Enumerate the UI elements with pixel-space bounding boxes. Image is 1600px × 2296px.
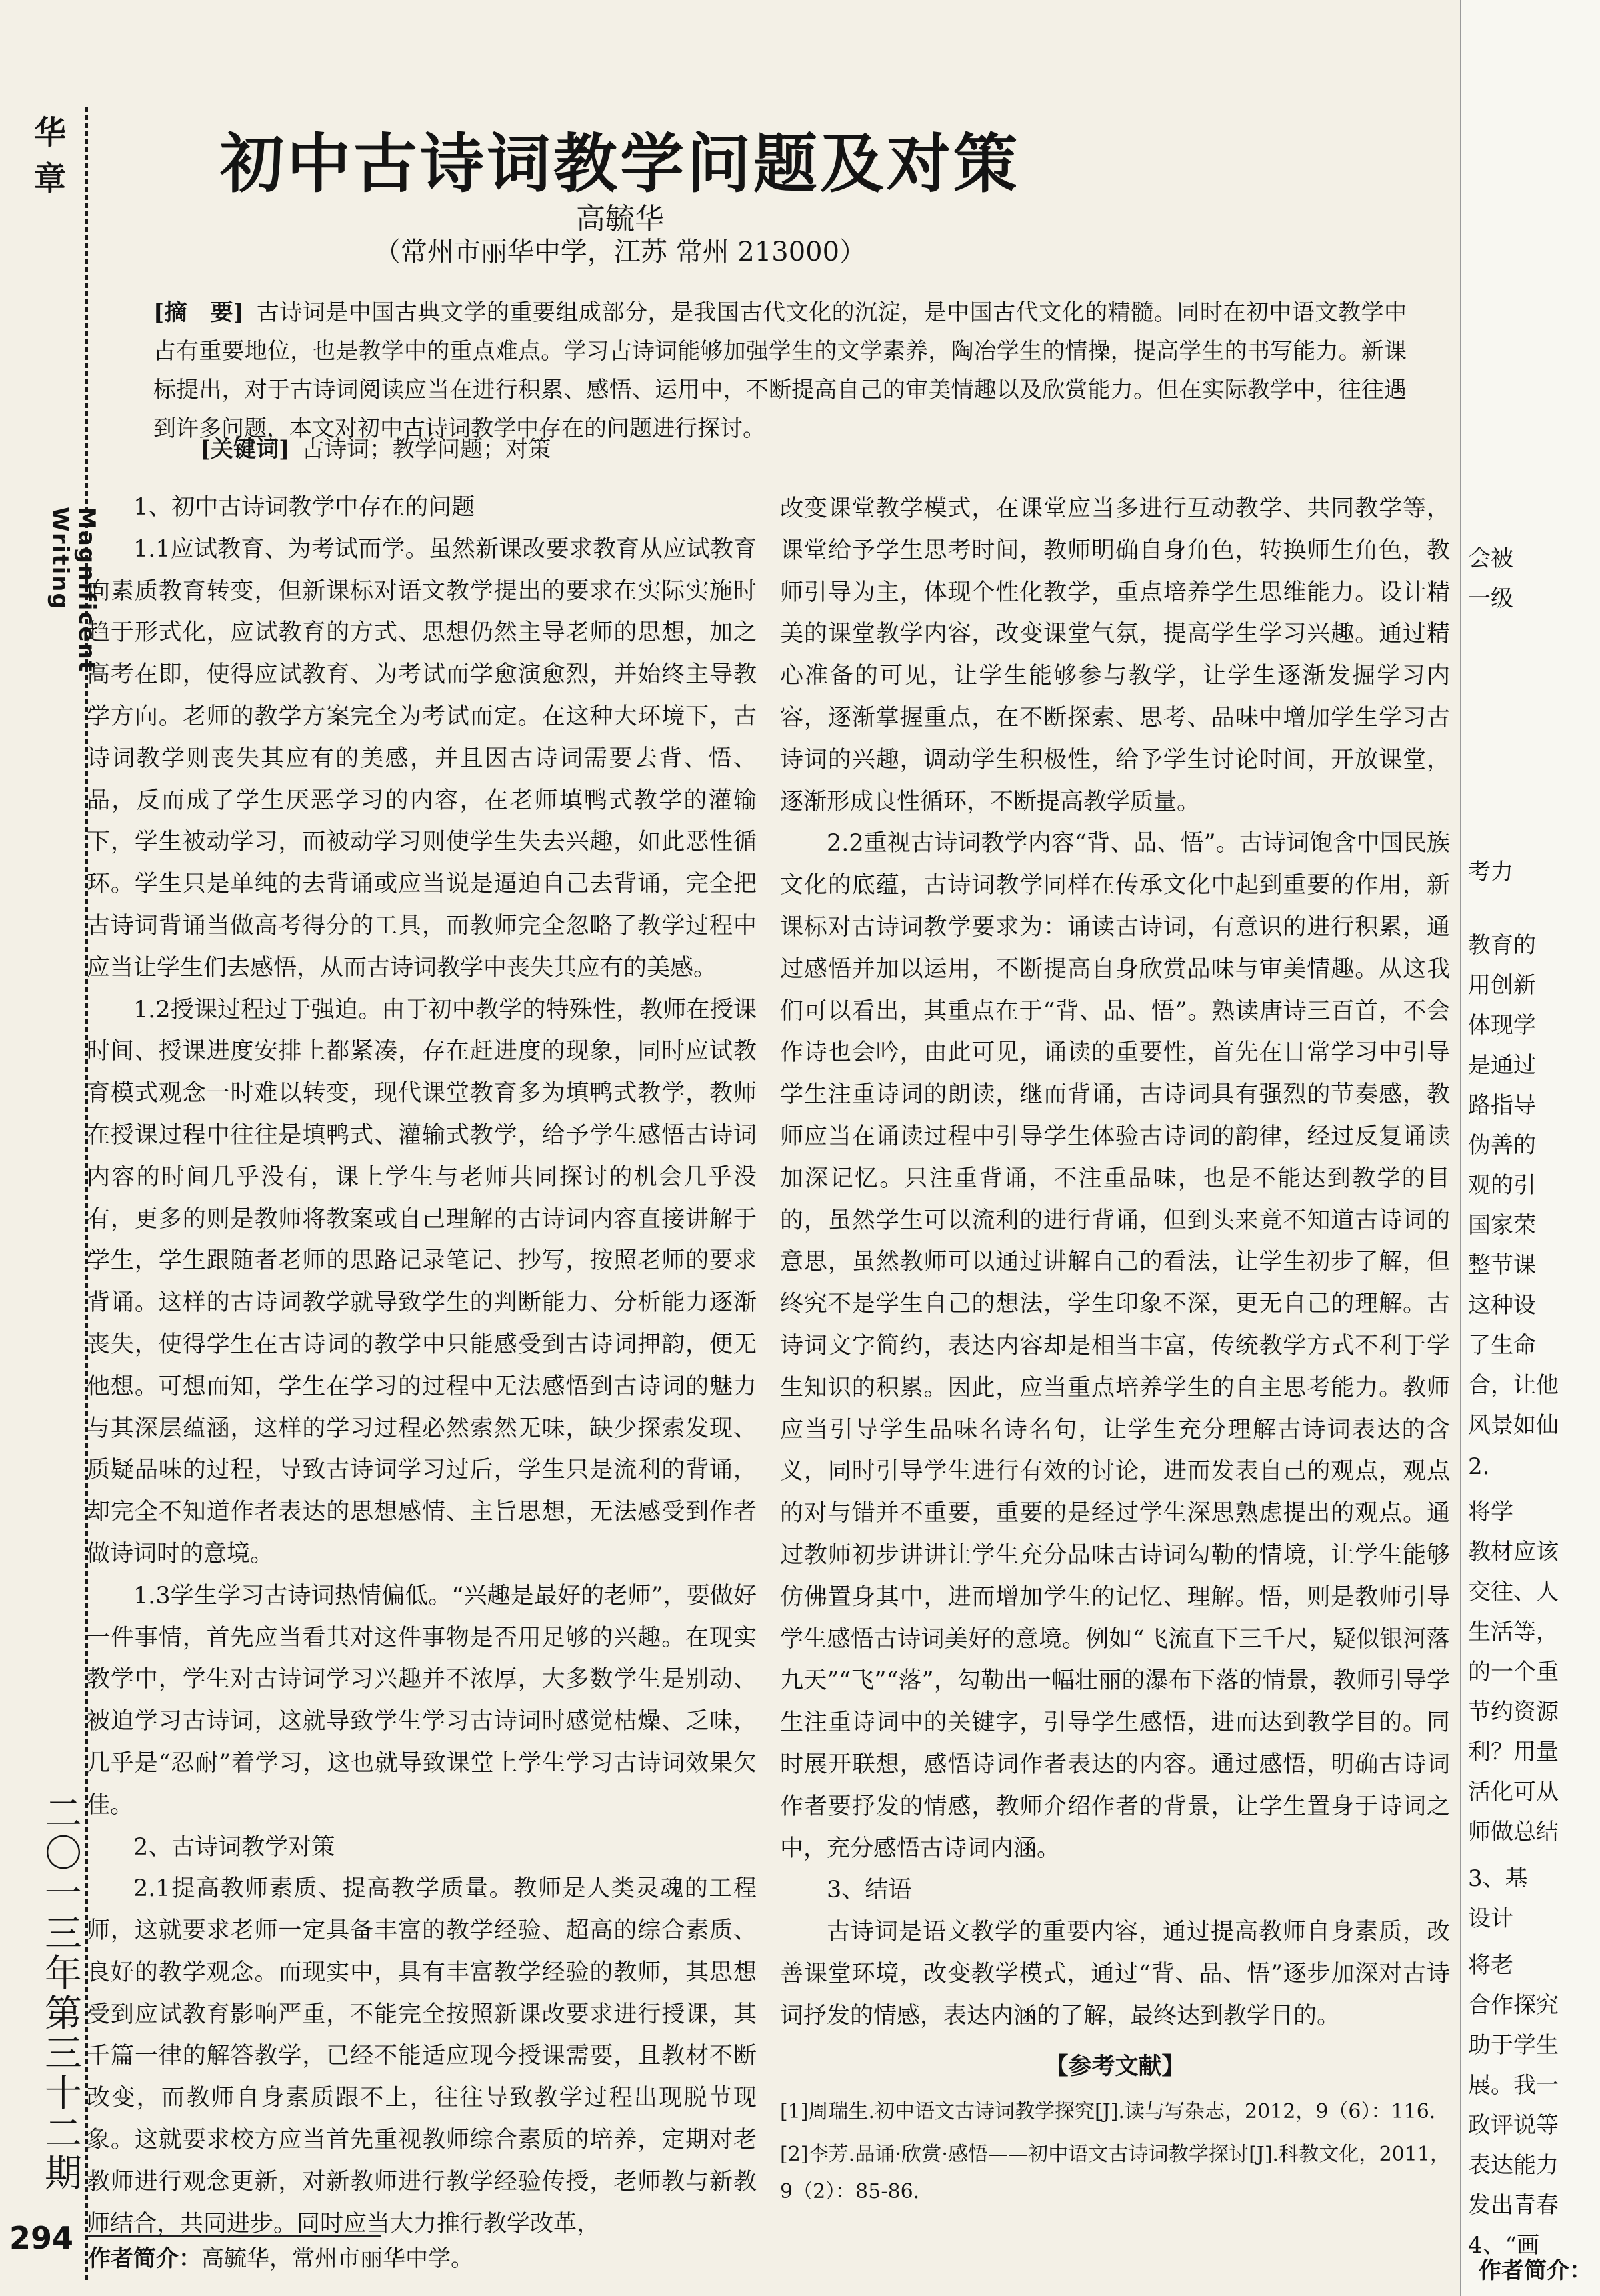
adjacent-page-line: 风景如仙 xyxy=(1468,1412,1559,1439)
adjacent-page-line: 节约资源 xyxy=(1468,1699,1559,1725)
adjacent-page-line: 2. xyxy=(1468,1453,1490,1480)
body-paragraph: 1.1应试教育、为考试而学。虽然新课改要求教育从应试教育向素质教育转变，但新课标对语文教学提出的要求在实际实施时趋于形式化，应试教育的方式、思想仍然主导老师的思想，加之高考在即，使得应试教育、为考试而学愈演愈烈，并始终主导教学方向。老师的教学方案完全为考试而定。在这种大环境下，古诗词教学则丧失其应有的美感，并且因古诗词需要去背、悟、品，反而成了学生厌恶学习的内容，在老师填鸭式教学的灌输下，学生被动学习，而被动学习则使学生失去兴趣，如此恶性循环。学生只是单纯的去背诵或应当说是逼迫自己去背诵，完全把古诗词背诵当做高考得分的工具，而教师完全忽略了教学过程中应当让学生们去感悟，从而古诗词教学中丧失其应有的美感。 xyxy=(87,535,757,981)
adjacent-page-fragment xyxy=(1460,0,1600,2296)
journal-brand: Magnificent Writing xyxy=(47,507,100,673)
adjacent-page-line: 路指导 xyxy=(1468,1092,1536,1119)
adjacent-page-line: 会被 xyxy=(1468,545,1513,572)
section-heading: 3、结语 xyxy=(827,1877,912,1904)
body-paragraph-continued: 改变课堂教学模式，在课堂应当多进行互动教学、共同教学等，课堂给予学生思考时间，教师明确自身角色，转换师生角色，教师引导为主，体现个性化教学，重点培养学生思维能力。设计精美的课堂教学内容，改变课堂气氛，提高学生学习兴趣。通过精心准备的可见，让学生能够参与教学，让学生逐渐发掘学习内容，逐渐掌握重点，在不断探索、思考、品味中增加学生学习古诗词的兴趣，调动学生积极性，给予学生讨论时间，开放课堂，逐渐形成良性循环，不断提高教学质量。 xyxy=(780,495,1450,815)
abstract-label: [摘 要] xyxy=(153,299,245,326)
adjacent-page-line: 师做总结 xyxy=(1468,1819,1559,1845)
author-affiliation: （常州市丽华中学，江苏 常州 213000） xyxy=(373,237,867,267)
body-paragraph: 1.2授课过程过于强迫。由于初中教学的特殊性，教师在授课时间、授课进度安排上都紧凑，存在赶进度的现象，同时应试教育模式观念一时难以转变，现代课堂教育多为填鸭式教学，教师在授课过程中往往是填鸭式、灌输式教学，给予学生感悟古诗词内容的时间几乎没有，课上学生与老师共同探讨的机会几乎没有，更多的则是教师将教案或自己理解的古诗词内容直接讲解于学生，学生跟随者老师的思路记录笔记、抄写，按照老师的要求背诵。这样的古诗词教学就导致学生的判断能力、分析能力逐渐丧失，使得学生在古诗词的教学中只能感受到古诗词押韵，便无他想。可想而知，学生在学习的过程中无法感悟到古诗词的魅力与其深层蕴涵，这样的学习过程必然索然无味，缺少探索发现、质疑品味的过程，导致古诗词学习过后，学生只是流利的背诵，却完全不知道作者表达的思想感情、主旨思想，无法感受到作者做诗词时的意境。 xyxy=(87,996,757,1567)
body-paragraph: 古诗词是语文教学的重要内容，通过提高教师自身素质，改善课堂环境，改变教学模式，通过“背、品、悟”逐步加深对古诗词抒发的情感，表达内涵的了解，最终达到教学目的。 xyxy=(780,1919,1450,2029)
article-title: 初中古诗词教学问题及对策 xyxy=(220,126,1020,201)
adjacent-page-line: 政评说等 xyxy=(1468,2112,1559,2139)
adjacent-page-line: 展。我一 xyxy=(1468,2072,1559,2099)
author-name: 高毓华 xyxy=(576,202,664,236)
adjacent-page-line: 观的引 xyxy=(1468,1172,1536,1199)
adjacent-page-line: 交往、人 xyxy=(1468,1579,1559,1605)
references-title: 【参考文献】 xyxy=(1045,2053,1185,2081)
issue-label: 二〇一三年第三十二期 xyxy=(39,1793,82,2193)
adjacent-page-line: 这种设 xyxy=(1468,1292,1536,1319)
journal-mark: 华 章 xyxy=(33,114,66,197)
reference-item: [2]李芳.品诵·欣赏·感悟——初中语文古诗词教学探讨[J].科教文化，2011，9（2）：85-86. xyxy=(780,2143,1450,2204)
adjacent-page-line: 整节课 xyxy=(1468,1252,1536,1279)
section-heading: 1、初中古诗词教学中存在的问题 xyxy=(133,494,475,521)
abstract xyxy=(153,293,1407,448)
section-heading: 2、古诗词教学对策 xyxy=(133,1833,335,1861)
adjacent-page-line: 将老 xyxy=(1468,1952,1513,1979)
footnote-rule xyxy=(88,2235,381,2237)
adjacent-page-line: 生活等， xyxy=(1468,1619,1559,1645)
adjacent-page-line: 表达能力 xyxy=(1468,2152,1559,2179)
adjacent-page-line: 设计 xyxy=(1468,1905,1513,1932)
adjacent-page-line: 活化可从 xyxy=(1468,1779,1559,1805)
body-column-left xyxy=(87,487,757,2245)
adjacent-page-line: 伪善的 xyxy=(1468,1132,1536,1159)
page-number: 294 xyxy=(9,2220,74,2256)
adjacent-page-line: 是通过 xyxy=(1468,1052,1536,1079)
adjacent-page-line: 利？用量 xyxy=(1468,1739,1559,1765)
adjacent-page-line: 合，让他 xyxy=(1468,1372,1559,1399)
adjacent-page-line: 3、基 xyxy=(1468,1865,1528,1892)
adjacent-page-line: 国家荣 xyxy=(1468,1212,1536,1239)
adjacent-page-line: 体现学 xyxy=(1468,1012,1536,1039)
adjacent-page-line: 考力 xyxy=(1468,859,1513,885)
body-column-right xyxy=(780,488,1450,2211)
adjacent-page-line: 教育的 xyxy=(1468,932,1536,959)
adjacent-page-footer: 作者简介： xyxy=(1479,2257,1592,2284)
adjacent-page-line: 助于学生 xyxy=(1468,2032,1559,2059)
body-paragraph: 2.1提高教师素质、提高教学质量。教师是人类灵魂的工程师，这就要求老师一定具备丰富的教学经验、超高的综合素质、良好的教学观念。而现实中，具有丰富教学经验的教师，其思想受到应试教育影响严重，不能完全按照新课改要求进行授课，其千篇一律的解答教学，已经不能适应现今授课需要，且教材不断改变，而教师自身素质跟不上，往往导致教学过程出现脱节现象。这就要求校方应当首先重视教师综合素质的培养，定期对老教师进行观念更新，对新教师进行教学经验传授，老师教与新教师结合，共同进步。同时应当大力推行教学改革， xyxy=(87,1875,757,2237)
keywords xyxy=(200,431,551,463)
adjacent-page-line: 了生命 xyxy=(1468,1332,1536,1359)
adjacent-page-line: 发出青春 xyxy=(1468,2192,1559,2219)
adjacent-page-line: 的一个重 xyxy=(1468,1659,1559,1685)
adjacent-page-line: 合作探究 xyxy=(1468,1992,1559,2019)
reference-item: [1]周瑞生.初中语文古诗词教学探究[J].读与写杂志，2012，9（6）：116. xyxy=(780,2100,1436,2124)
keywords-label: [关键词] xyxy=(200,436,290,463)
keywords-text: 古诗词；教学问题；对策 xyxy=(301,436,551,463)
adjacent-page-line: 用创新 xyxy=(1468,972,1536,999)
author-footnote xyxy=(88,2240,473,2273)
adjacent-page-line: 教材应该 xyxy=(1468,1539,1559,1565)
footnote-label: 作者简介： xyxy=(88,2245,201,2272)
adjacent-page-line: 一级 xyxy=(1468,585,1513,612)
adjacent-page-line: 4、“画 xyxy=(1468,2232,1540,2259)
footnote-text: 高毓华，常州市丽华中学。 xyxy=(201,2245,473,2272)
abstract-text: 古诗词是中国古典文学的重要组成部分，是我国古代文化的沉淀，是中国古代文化的精髓。同时在初中语文教学中占有重要地位，也是教学中的重点难点。学习古诗词能够加强学生的文学素养，陶冶学生的情操，提高学生的书写能力。新课标提出，对于古诗词阅读应当在进行积累、感悟、运用中，不断提高自己的审美情趣以及欣赏能力。但在实际教学中，往往遇到许多问题，本文对初中古诗词教学中存在的问题进行探讨。 xyxy=(153,299,1407,442)
body-paragraph: 1.3学生学习古诗词热情偏低。“兴趣是最好的老师”，要做好一件事情，首先应当看其对这件事物是否用足够的兴趣。在现实教学中，学生对古诗词学习兴趣并不浓厚，大多数学生是别动、被迫学习古诗词，这就导致学生学习古诗词时感觉枯燥、乏味，几乎是“忍耐”着学习，这也就导致课堂上学生学习古诗词效果欠佳。 xyxy=(87,1582,757,1819)
body-paragraph: 2.2重视古诗词教学内容“背、品、悟”。古诗词饱含中国民族文化的底蕴，古诗词教学同样在传承文化中起到重要的作用，新课标对古诗词教学要求为：诵读古诗词，有意识的进行积累，通过感悟并加以运用，不断提高自身欣赏品味与审美情趣。从这我们可以看出，其重点在于“背、品、悟”。熟读唐诗三百首，不会作诗也会吟，由此可见，诵读的重要性，首先在日常学习中引导学生注重诗词的朗读，继而背诵，古诗词具有强烈的节奏感，教师应当在诵读过程中引导学生体验古诗词的韵律，经过反复诵读加深记忆。只注重背诵，不注重品味，也是不能达到教学的目的，虽然学生可以流利的进行背诵，但到头来竟不知道古诗词的意思，虽然教师可以通过讲解自己的看法，让学生初步了解，但终究不是学生自己的想法，学生印象不深，更无自己的理解。古诗词文字简约，表达内容却是相当丰富，传统教学方式不利于学生知识的积累。因此，应当重点培养学生的自主思考能力。教师应当引导学生品味名诗名句，让学生充分理解古诗词表达的含义，同时引导学生进行有效的讨论，进而发表自己的观点，观点的对与错并不重要，重要的是经过学生深思熟虑提出的观点。通过教师初步讲讲让学生充分品味古诗词勾勒的情境，让学生能够仿佛置身其中，进而增加学生的记忆、理解。悟，则是教师引导学生感悟古诗词美好的意境。例如“飞流直下三千尺，疑似银河落九天”“飞”“落”，勾勒出一幅壮丽的瀑布下落的情景，教师引导学生注重诗词中的关键字，引导学生感悟，进而达到教学目的。同时展开联想，感悟诗词作者表达的内容。通过感悟，明确古诗词作者要抒发的情感，教师介绍作者的背景，让学生置身于诗词之中，充分感悟古诗词内涵。 xyxy=(780,830,1450,1862)
adjacent-page-line: 将学 xyxy=(1468,1499,1513,1525)
